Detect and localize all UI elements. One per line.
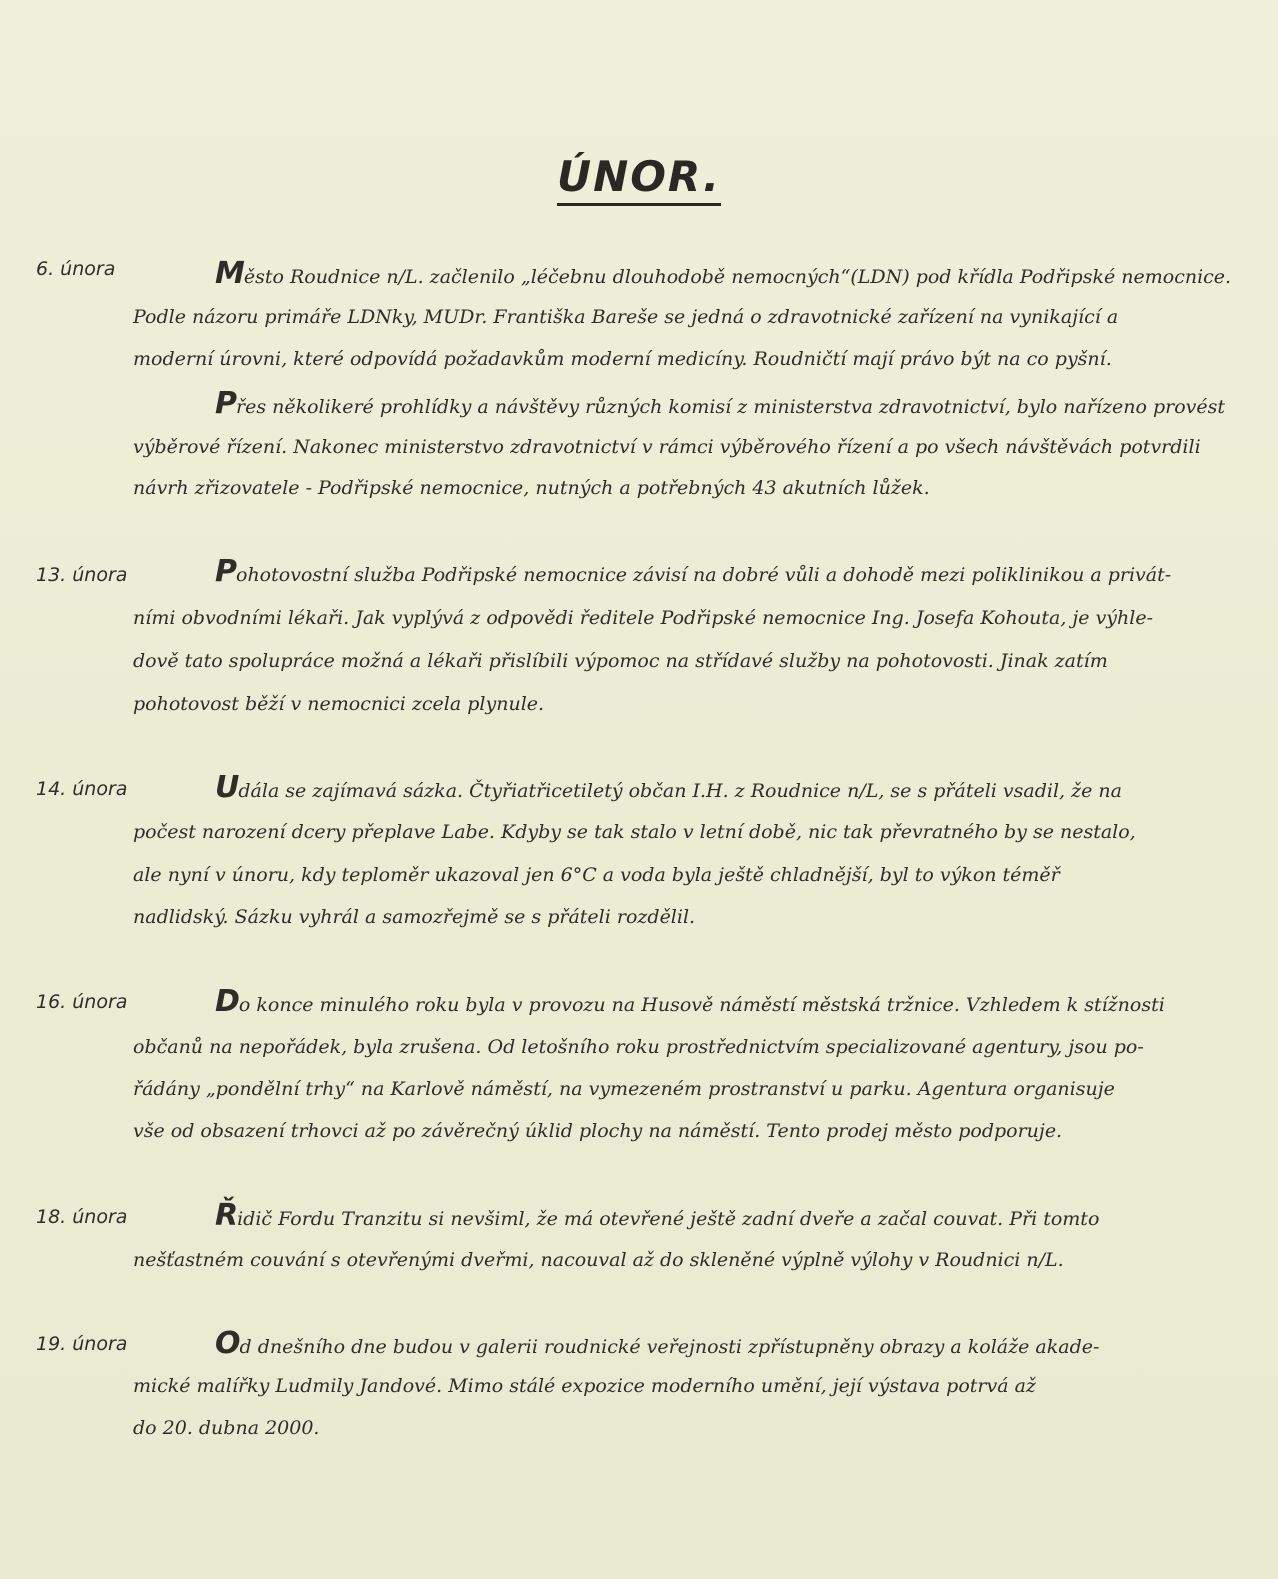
entry-date: 19. února <box>36 1333 128 1355</box>
text-line: nadlidský. Sázku vyhrál a samozřejmě se s přáteli rozdělil. <box>133 906 696 928</box>
text-line: dově tato spolupráce možná a lékaři přislíbili výpomoc na střídavé služby na pohotovosti. Jinak zatím <box>133 650 1108 672</box>
line-text: dála se zajímavá sázka. Čtyřiatřicetiletý občan I.H. z Roudnice n/L, se s přáteli vsadil, že na <box>238 780 1122 802</box>
entry-date: 13. února <box>36 564 128 586</box>
text-line: počest narození dcery přeplave Labe. Kdyby se tak stalo v letní době, nic tak převratného by se nestalo, <box>133 821 1136 843</box>
text-line: Podle názoru primáře LDNky, MUDr. Františka Bareše se jedná o zdravotnické zařízení na vynikající a <box>133 306 1119 328</box>
initial-letter: Ř <box>215 1198 238 1233</box>
line-text: řes několikeré prohlídky a návštěvy různých komisí z ministerstva zdravotnictví, bylo nařízeno provést <box>236 396 1226 418</box>
text-line: občanů na nepořádek, byla zrušena. Od letošního roku prostřednictvím specializované agentury, jsou po- <box>133 1036 1144 1058</box>
text-line <box>215 256 1231 291</box>
text-line: vše od obsazení trhovci až po závěrečný úklid plochy na náměstí. Tento prodej město podporuje. <box>133 1120 1063 1142</box>
text-line <box>215 1326 1099 1361</box>
line-text: d dnešního dne budou v galerii roudnické veřejnosti zpřístupněny obrazy a koláže akade- <box>239 1336 1100 1358</box>
text-line <box>215 554 1171 589</box>
text-line: ale nyní v únoru, kdy teploměr ukazoval jen 6°C a voda byla ještě chladnější, byl to výkon téměř <box>133 864 1060 886</box>
initial-letter: M <box>215 256 244 291</box>
text-line <box>215 1198 1099 1233</box>
initial-letter: P <box>215 386 236 421</box>
text-line: nešťastném couvání s otevřenými dveřmi, nacouval až do skleněné výplně výlohy v Roudnici n/L. <box>133 1249 1064 1271</box>
entry-date: 16. února <box>36 991 128 1013</box>
line-text: ohotovostní služba Podřipské nemocnice závisí na dobré vůli a dohodě mezi poliklinikou a privát- <box>236 564 1172 586</box>
text-line: řádány „pondělní trhy“ na Karlově náměstí, na vymezeném prostranství u parku. Agentura organisuje <box>133 1078 1115 1100</box>
text-line: návrh zřizovatele - Podřipské nemocnice, nutných a potřebných 43 akutních lůžek. <box>133 477 930 499</box>
line-text: idič Fordu Tranzitu si nevšiml, že má otevřené ještě zadní dveře a začal couvat. Při tomto <box>237 1208 1100 1230</box>
line-text: o konce minulého roku byla v provozu na Husově náměstí městská tržnice. Vzhledem k stížnosti <box>238 994 1165 1016</box>
initial-letter: P <box>215 554 236 589</box>
entry-date: 14. února <box>36 778 128 800</box>
line-text: ěsto Roudnice n/L. začlenilo „léčebnu dlouhodobě nemocných“(LDN) pod křídla Podřipské nemocnice. <box>243 266 1232 288</box>
text-line: ními obvodními lékaři. Jak vyplývá z odpovědi ředitele Podřipské nemocnice Ing. Josefa Kohouta, je výhle- <box>133 607 1154 629</box>
page-title <box>0 152 1278 201</box>
text-line: do 20. dubna 2000. <box>133 1417 320 1439</box>
text-line: mické malířky Ludmily Jandové. Mimo stálé expozice moderního umění, její výstava potrvá až <box>133 1375 1036 1397</box>
text-line <box>215 770 1122 805</box>
text-line <box>215 386 1225 421</box>
initial-letter: D <box>215 984 239 1019</box>
text-line: moderní úrovni, které odpovídá požadavkům moderní medicíny. Roudničtí mají právo být na co pyšní. <box>133 348 1112 370</box>
entry-date: 6. února <box>36 258 116 280</box>
initial-letter: O <box>215 1326 240 1361</box>
page-title-text: ÚNOR. <box>557 152 721 206</box>
text-line: pohotovost běží v nemocnici zcela plynule. <box>133 693 545 715</box>
text-line: výběrové řízení. Nakonec ministerstvo zdravotnictví v rámci výběrového řízení a po všech návštěvách potvrdili <box>133 436 1201 458</box>
entry-date: 18. února <box>36 1206 128 1228</box>
text-line <box>215 984 1165 1019</box>
initial-letter: U <box>215 770 239 805</box>
